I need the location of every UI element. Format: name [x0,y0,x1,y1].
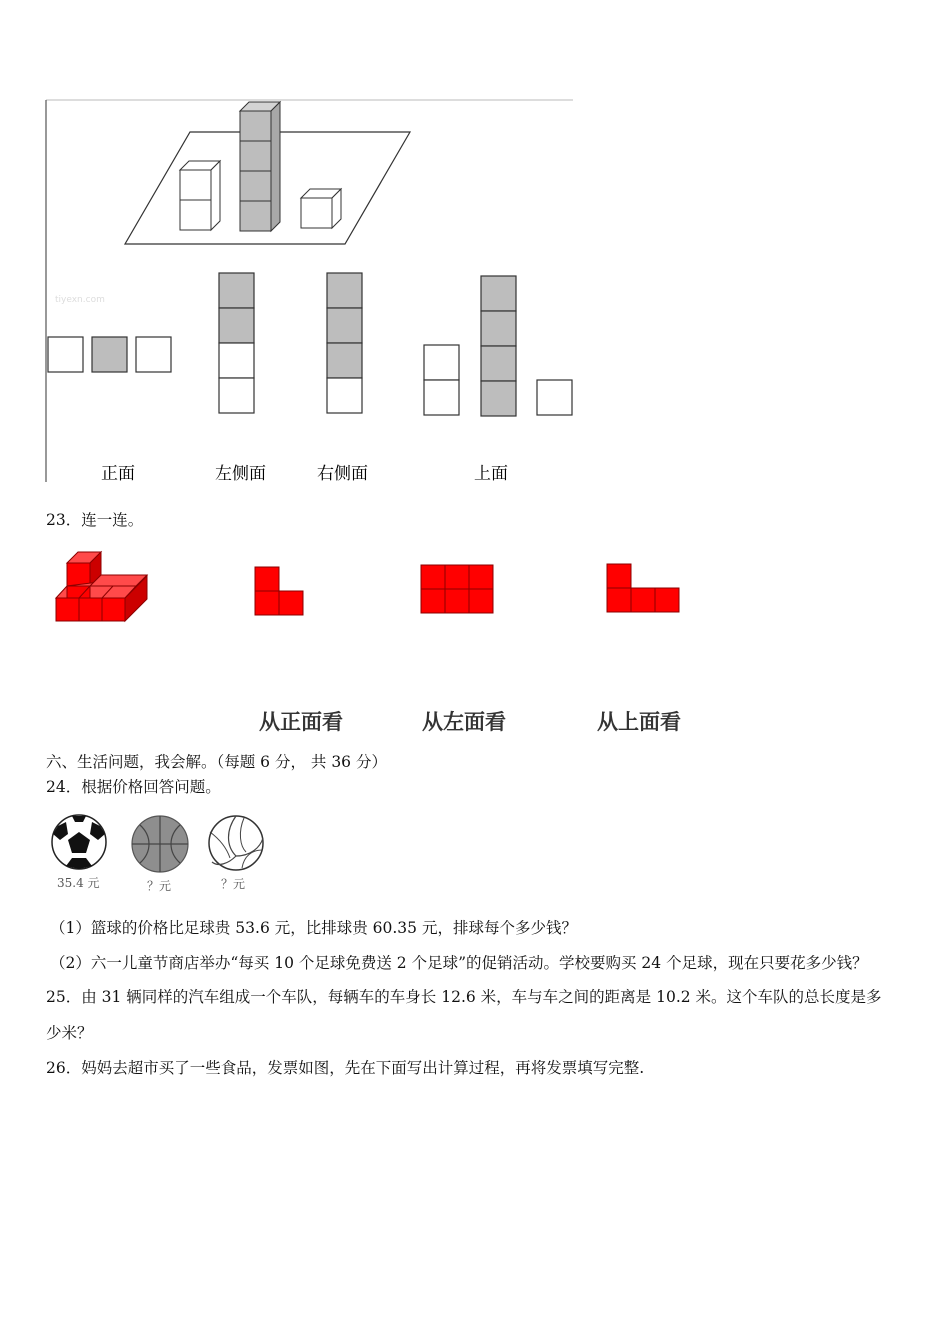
q23-red-cubes-figure [0,540,950,740]
view-label-top: 上面 [474,464,508,484]
view-label-from-left: 从左面看 [422,710,506,734]
red-shape-l-long [607,564,679,612]
section6-title: 六、生活问题，我会解。（每题 6 分， 共 36 分） [46,753,387,771]
q24-sub2: （2）六一儿童节商店举办“每买 10 个足球免费送 2 个足球”的促销活动。学校要购买 24 个足球，现在只要花多少钱？ [50,954,868,972]
soccer-ball-icon [52,815,106,869]
q25-line2: 少米？ [46,1024,93,1042]
volleyball-price: ？元 [221,877,246,891]
left-side-view-squares [219,273,254,413]
front-view-squares [48,337,171,372]
red-shape-l-small [255,567,303,615]
view-label-from-front: 从正面看 [259,710,343,734]
basketball-icon [132,816,188,872]
cube-views-figure [0,0,950,500]
red-3d-structure [56,552,147,621]
basketball-price: ？元 [147,879,172,893]
right-single-cube [301,189,341,228]
watermark: tiyexn.com [55,295,105,305]
q25-line1: 25．由 31 辆同样的汽车组成一个车队，每辆车的车身长 12.6 米，车与车之间的距离是 10.2 米。这个车队的总长度是多 [46,988,882,1006]
q24-sub1: （1）篮球的价格比足球贵 53.6 元，比排球贵 60.35 元，排球每个多少钱？ [50,919,577,937]
volleyball-icon [209,816,263,870]
view-label-front: 正面 [101,464,135,484]
q24-balls-figure [0,805,300,900]
left-cube-stack [180,161,220,230]
red-shape-rectangle [421,565,493,613]
view-label-left-side: 左侧面 [215,464,266,484]
view-label-right-side: 右侧面 [317,464,368,484]
right-side-view-squares [327,273,362,413]
view-label-from-top: 从上面看 [597,710,681,734]
q24-title: 24．根据价格回答问题。 [46,778,221,796]
middle-cube-stack [240,102,280,231]
soccer-price: 35.4 元 [57,876,100,890]
top-view-squares [424,276,572,416]
q23-title: 23．连一连。 [46,511,144,529]
q26-text: 26．妈妈去超市买了一些食品，发票如图，先在下面写出计算过程，再将发票填写完整. [46,1059,645,1077]
